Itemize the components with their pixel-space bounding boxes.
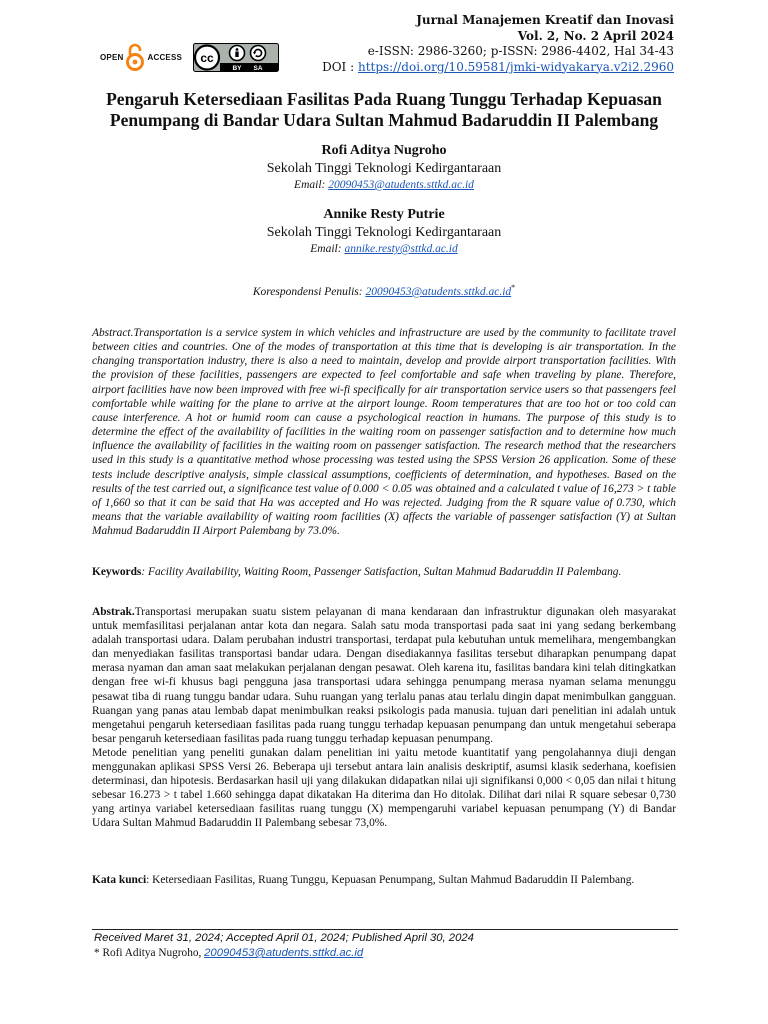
correspondence-email-link[interactable]: 20090453@atudents.sttkd.ac.id bbox=[365, 285, 512, 298]
journal-header bbox=[322, 13, 674, 75]
author-affiliation: Sekolah Tinggi Teknologi Kedirgantaraan bbox=[266, 161, 502, 176]
author-email-label: Email: bbox=[294, 179, 329, 191]
open-access-logo bbox=[100, 42, 182, 72]
keywords-indonesian bbox=[92, 873, 676, 887]
cc-sa-label: SA bbox=[253, 65, 263, 72]
author-block-2 bbox=[0, 206, 768, 256]
correspondence-line bbox=[0, 283, 768, 298]
journal-volume: Vol. 2, No. 2 April 2024 bbox=[517, 28, 674, 43]
author-block-1 bbox=[0, 142, 768, 192]
journal-issn: e-ISSN: 2986-3260; p-ISSN: 2986-4402, Hal 34-43 bbox=[367, 44, 674, 58]
cc-by-sa-badge bbox=[193, 43, 279, 72]
journal-doi bbox=[322, 60, 674, 76]
footer-dates: Received Maret 31, 2024; Accepted April 01, 2024; Published April 30, 2024 bbox=[94, 932, 474, 944]
footer-author-name: * Rofi Aditya Nugroho, bbox=[94, 947, 205, 959]
author-email-label: Email: bbox=[310, 243, 345, 255]
abstract-indonesian-label: Abstrak. bbox=[92, 606, 135, 618]
correspondence-label: Korespondensi Penulis: bbox=[252, 285, 366, 298]
keywords-english bbox=[92, 566, 676, 580]
author-affiliation: Sekolah Tinggi Teknologi Kedirgantaraan bbox=[266, 225, 502, 240]
keywords-indonesian-label: Kata kunci bbox=[92, 874, 147, 886]
abstract-english: Abstract.Transportation is a service system in which vehicles and infrastructure are used by the community to facilitate travel between cities and countries. One of the modes of transportation at this time that is developing is air transportation. In the changing transportation industry, there is also a need to maintain, develop and provide airport transportation facilities. With the provision of these facilities, passengers are expected to feel comfortable and safe when traveling by plane. Therefore, airport facilities have now been improved with free wi-fi specifically for air transportation service users so that passengers feel comfortable while waiting for the plane to arrive at the airport lounge. Room temperatures that are too hot or too cold can cause interference. A hot or humid room can cause a psychological reaction in humans. The purpose of this study is to determine the effect of the availability of facilities in the waiting room on passenger satisfaction and to determine how much influence the availability of facilities in the waiting room on passenger satisfaction. The research method that the researchers used in this study is a quantitative method whose processing was tested using the SPSS Version 26 application. Some of these tests include descriptive analysis, simple classical assumptions, coefficients of determination, and hypotheses. Based on the results of the test carried out, a significance test value of 0.000 < 0.05 was obtained and a calculated t value of 16,273 > t table of 1,660 so that it can be said that Ha was accepted and Ho was rejected. Judging from the R square value of 0.730, which means that the variable availability of waiting room facilities (X) affects the variable of passenger satisfaction (Y) at Sultan Mahmud Badaruddin II Airport Palembang by 73.0%. bbox=[92, 327, 676, 538]
open-access-right-text: ACCESS bbox=[147, 52, 183, 62]
author-name: Rofi Aditya Nugroho bbox=[321, 143, 447, 158]
author-email-link[interactable]: annike.resty@sttkd.ac.id bbox=[344, 243, 458, 255]
footer-author bbox=[94, 947, 363, 959]
footer-author-email-link[interactable]: 20090453@atudents.sttkd.ac.id bbox=[204, 947, 364, 959]
cc-by-label: BY bbox=[232, 65, 242, 72]
keywords-indonesian-text: : Ketersediaan Fasilitas, Ruang Tunggu, Kepuasan Penumpang, Sultan Mahmud Badaruddin II Palembang. bbox=[146, 874, 635, 886]
paper-title bbox=[60, 89, 708, 131]
doi-link[interactable]: https://doi.org/10.59581/jmki-widyakarya.v2i2.2960 bbox=[357, 59, 674, 74]
correspondence-mark: * bbox=[511, 283, 516, 292]
author-email-line bbox=[0, 178, 768, 192]
open-lock-icon bbox=[125, 42, 145, 72]
author-name: Annike Resty Putrie bbox=[323, 207, 445, 222]
abstract-indonesian-text-1: Transportasi merupakan suatu sistem pelayanan di mana kendaraan dan infrastruktur digunakan oleh masyarakat untuk memfasilitasi perjalanan antar kota dan negara. Salah satu moda transportasi pada saat ini yang sedang berkembang adalah transportasi udara. Dalam perubahan industri transportasi, terdapat pula kebutuhan untuk memelihara, mengembangkan dan menyediakan fasilitas transportasi bandar udara. Dengan disediakannya fasilitas tersebut diharapkan penumpang dapat merasa nyaman dan aman saat melakukan perjalanan dengan pesawat. Oleh karena itu, fasilitas bandara kini telah ditingkatkan dengan free wi-fi khusus bagi pengguna jasa transportasi udara sehingga penumpang merasa nyaman selama menunggu pesawat tiba di ruang tunggu bandar udara. Suhu ruangan yang terlalu panas atau terlalu dingin dapat menimbulkan gangguan. Ruangan yang panas atau lembab dapat menimbulkan reaksi psikologis pada manusia. tujuan dari penelitian ini adalah untuk mengetahui pengaruh ketersediaan fasilitas pada ruang tunggu terhadap kepuasan penumpang dan untuk mengetahui seberapa besar pengaruh ketersediaan fasilitas pada ruang tunggu terhadap kepuasan penumpang. bbox=[92, 606, 676, 745]
svg-text:cc: cc bbox=[200, 51, 214, 65]
footer-divider bbox=[92, 929, 678, 930]
keywords-english-label: Keywords bbox=[92, 566, 142, 578]
keywords-english-text: : Facility Availability, Waiting Room, Passenger Satisfaction, Sultan Mahmud Badaruddin II Palembang. bbox=[141, 566, 622, 578]
doi-prefix: DOI : bbox=[322, 59, 358, 74]
abstract-indonesian-paragraph-1 bbox=[92, 605, 676, 746]
paper-title-line-1: Pengaruh Ketersediaan Fasilitas Pada Ruang Tunggu Terhadap Kepuasan bbox=[106, 89, 662, 109]
author-email-link[interactable]: 20090453@atudents.sttkd.ac.id bbox=[328, 179, 474, 191]
journal-name: Jurnal Manajemen Kreatif dan Inovasi bbox=[416, 13, 674, 27]
abstract-indonesian-paragraph-2: Metode penelitian yang peneliti gunakan dalam penelitian ini yaitu metode kuantitatif yang pengolahannya diuji dengan menggunakan aplikasi SPSS Versi 26. Beberapa uji tersebut antara lain analisis deskriptif, asumsi klasik sederhana, koefisien determinasi, dan hipotesis. Berdasarkan hasil uji yang dilakukan didapatkan nilai uji signifikansi 0,000 < 0,05 dan nilai t hitung sebesar 16.273 > t tabel 1.660 sehingga dapat dikatakan Ha diterima dan Ho ditolak. Dilihat dari nilai R square sebesar 0,730 yang artinya variabel ketersediaan fasilitas ruang tunggu (X) mempengaruhi variabel kepuasan penumpang (Y) di Bandar Udara Sultan Mahmud Badaruddin II Palembang sebesar 73,0%. bbox=[92, 746, 676, 830]
open-access-left-text: OPEN bbox=[100, 52, 124, 62]
paper-title-line-2: Penumpang di Bandar Udara Sultan Mahmud Badaruddin II Palembang bbox=[109, 110, 659, 130]
author-email-line bbox=[0, 242, 768, 256]
abstract-indonesian bbox=[92, 605, 676, 831]
